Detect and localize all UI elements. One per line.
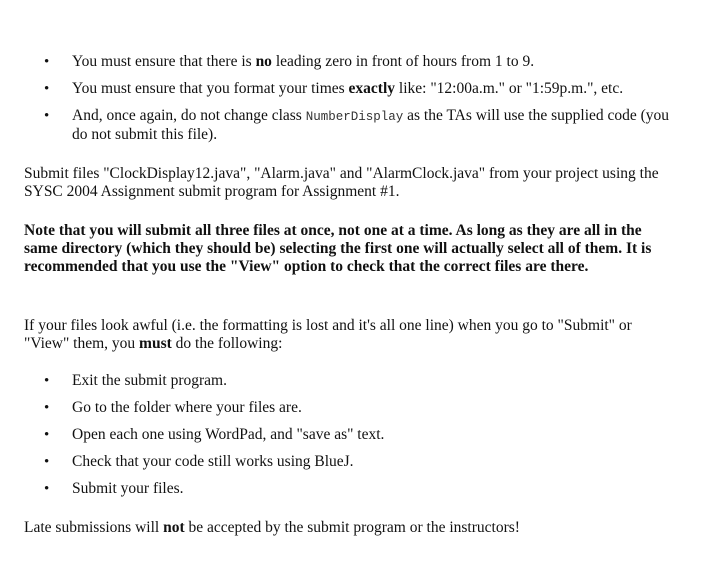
submit-instructions-paragraph: Submit files "ClockDisplay12.java", "Alarm.java" and "AlarmClock.java" from your project using the SYSC 2004 Assignment submit program for Assignment #1. bbox=[24, 165, 659, 200]
formatting-paragraph bbox=[24, 317, 674, 353]
list-item bbox=[0, 53, 720, 71]
bullet-icon: • bbox=[44, 81, 50, 97]
emphasis-text: no bbox=[255, 53, 272, 70]
list-item-text: You must ensure that there is bbox=[72, 53, 256, 70]
list-item-text: like: "12:00a.m." or "1:59p.m.", etc. bbox=[395, 80, 624, 97]
list-item bbox=[0, 107, 720, 144]
list-item bbox=[0, 426, 720, 444]
paragraph-text: be accepted by the submit program or the instructors! bbox=[184, 519, 520, 536]
list-item-text: as the TAs will use the supplied code (you do not submit this file). bbox=[72, 107, 670, 143]
list-item bbox=[0, 480, 720, 498]
emphasis-text: must bbox=[139, 335, 172, 352]
list-item-text: Submit your files. bbox=[72, 480, 184, 497]
paragraph-text: Late submissions will bbox=[24, 519, 164, 536]
bullet-icon: • bbox=[44, 373, 50, 389]
bullet-icon: • bbox=[44, 400, 50, 416]
list-item-text: You must ensure that you format your times bbox=[72, 80, 349, 97]
steps-list bbox=[0, 372, 720, 507]
bullet-icon: • bbox=[44, 454, 50, 470]
late-submission-paragraph bbox=[24, 519, 674, 537]
bullet-icon: • bbox=[44, 54, 50, 70]
list-item-text: Exit the submit program. bbox=[72, 372, 227, 389]
paragraph-text: do the following: bbox=[171, 335, 283, 352]
paragraph-text: If your files look awful (i.e. the formatting is lost and it's all one line) when you go to "Submit" or "View" them, you bbox=[24, 317, 632, 352]
bullet-icon: • bbox=[44, 108, 50, 124]
class-name-code: NumberDisplay bbox=[305, 110, 404, 124]
list-item-text: leading zero in front of hours from 1 to 9. bbox=[271, 53, 535, 70]
note-paragraph: Note that you will submit all three files at once, not one at a time. As long as they are all in the same directory (which they should be) selecting the first one will actually select all of them. It is recommended that you use the "View" option to check that the correct files are there. bbox=[24, 222, 652, 275]
list-item bbox=[0, 80, 720, 98]
list-item-text: Open each one using WordPad, and "save as" text. bbox=[72, 426, 385, 443]
requirements-list bbox=[0, 53, 720, 153]
emphasis-text: not bbox=[163, 519, 185, 536]
emphasis-text: exactly bbox=[348, 80, 396, 97]
list-item-text: And, once again, do not change class bbox=[72, 107, 306, 124]
list-item bbox=[0, 372, 720, 390]
list-item-text: Go to the folder where your files are. bbox=[72, 399, 302, 416]
list-item bbox=[0, 399, 720, 417]
bullet-icon: • bbox=[44, 427, 50, 443]
bullet-icon: • bbox=[44, 481, 50, 497]
list-item-text: Check that your code still works using BlueJ. bbox=[72, 453, 354, 470]
list-item bbox=[0, 453, 720, 471]
